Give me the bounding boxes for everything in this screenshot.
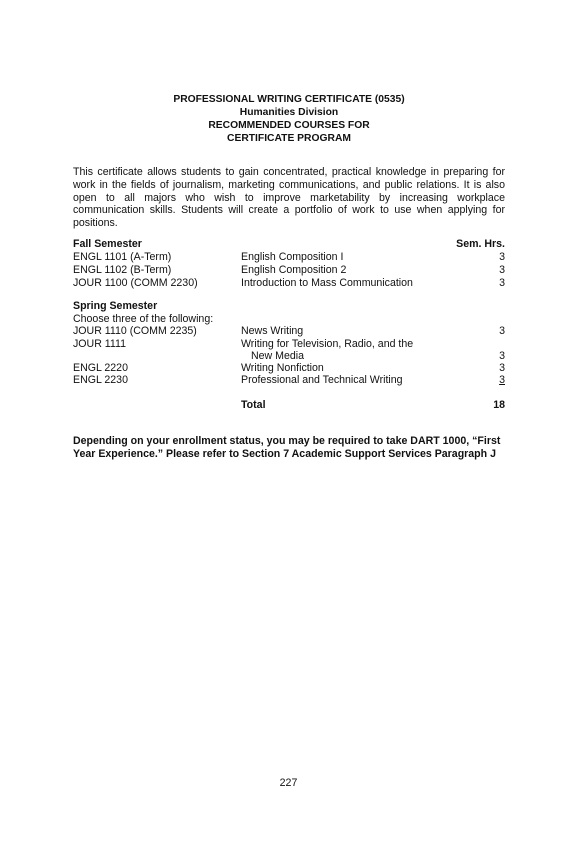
- course-title-continued: New Media: [251, 350, 304, 362]
- intro-paragraph: This certificate allows students to gain concentrated, practical knowledge in preparing for work in the fields of journalism, marketing communications, and public relations. It is also open to all majors who wish to improve marketability by increasing workplace communication skills. Students will create a portfolio of work to use when applying for positions.: [73, 166, 505, 230]
- page-number: 227: [279, 777, 298, 789]
- course-hours: 3: [499, 350, 505, 362]
- course-title: Writing for Television, Radio, and the: [241, 338, 414, 350]
- course-code: ENGL 1101 (A-Term): [73, 251, 172, 263]
- course-code: JOUR 1110 (COMM 2235): [73, 325, 197, 337]
- course-hours: 3: [499, 362, 505, 374]
- spring-semester-heading: Spring Semester: [73, 300, 158, 312]
- course-hours: 3: [499, 374, 505, 386]
- course-title: English Composition I: [241, 251, 344, 263]
- enrollment-note-line: Depending on your enrollment status, you may be required to take DART 1000, “First: [73, 435, 501, 447]
- course-hours: 3: [499, 277, 505, 289]
- spring-semester-header-row: [73, 300, 505, 313]
- enrollment-note-line: Year Experience.” Please refer to Section 7 Academic Support Services Paragraph J: [73, 448, 496, 460]
- sem-hrs-heading: Sem. Hrs.: [456, 238, 505, 250]
- course-title: Professional and Technical Writing: [241, 374, 403, 386]
- course-title: English Composition 2: [241, 264, 347, 276]
- course-title: Writing Nonfiction: [241, 362, 324, 374]
- course-code: JOUR 1111: [73, 338, 126, 350]
- course-title: Introduction to Mass Communication: [241, 277, 413, 289]
- recommended-courses-heading: RECOMMENDED COURSES FOR: [208, 120, 370, 131]
- fall-semester-heading: Fall Semester: [73, 238, 142, 250]
- program-heading: CERTIFICATE PROGRAM: [227, 133, 351, 144]
- total-row: [73, 399, 505, 412]
- course-code: JOUR 1100 (COMM 2230): [73, 277, 198, 289]
- course-code: ENGL 2230: [73, 374, 128, 386]
- course-row: [73, 251, 505, 264]
- course-hours: 3: [499, 264, 505, 276]
- course-code: ENGL 2220: [73, 362, 128, 374]
- total-hours: 18: [493, 399, 505, 411]
- choose-instruction: Choose three of the following:: [73, 313, 214, 325]
- division-name: Humanities Division: [239, 107, 339, 118]
- enrollment-note: [73, 435, 513, 461]
- course-hours: 3: [499, 251, 505, 263]
- certificate-header: [73, 93, 505, 145]
- certificate-title: PROFESSIONAL WRITING CERTIFICATE (0535): [173, 94, 405, 105]
- course-row: [73, 277, 505, 290]
- course-row: [73, 374, 505, 387]
- total-label: Total: [241, 399, 266, 411]
- course-title: News Writing: [241, 325, 304, 337]
- course-code: ENGL 1102 (B-Term): [73, 264, 172, 276]
- course-hours: 3: [499, 325, 505, 337]
- course-row: [73, 325, 505, 338]
- course-row: [73, 264, 505, 277]
- fall-semester-header-row: [73, 238, 505, 251]
